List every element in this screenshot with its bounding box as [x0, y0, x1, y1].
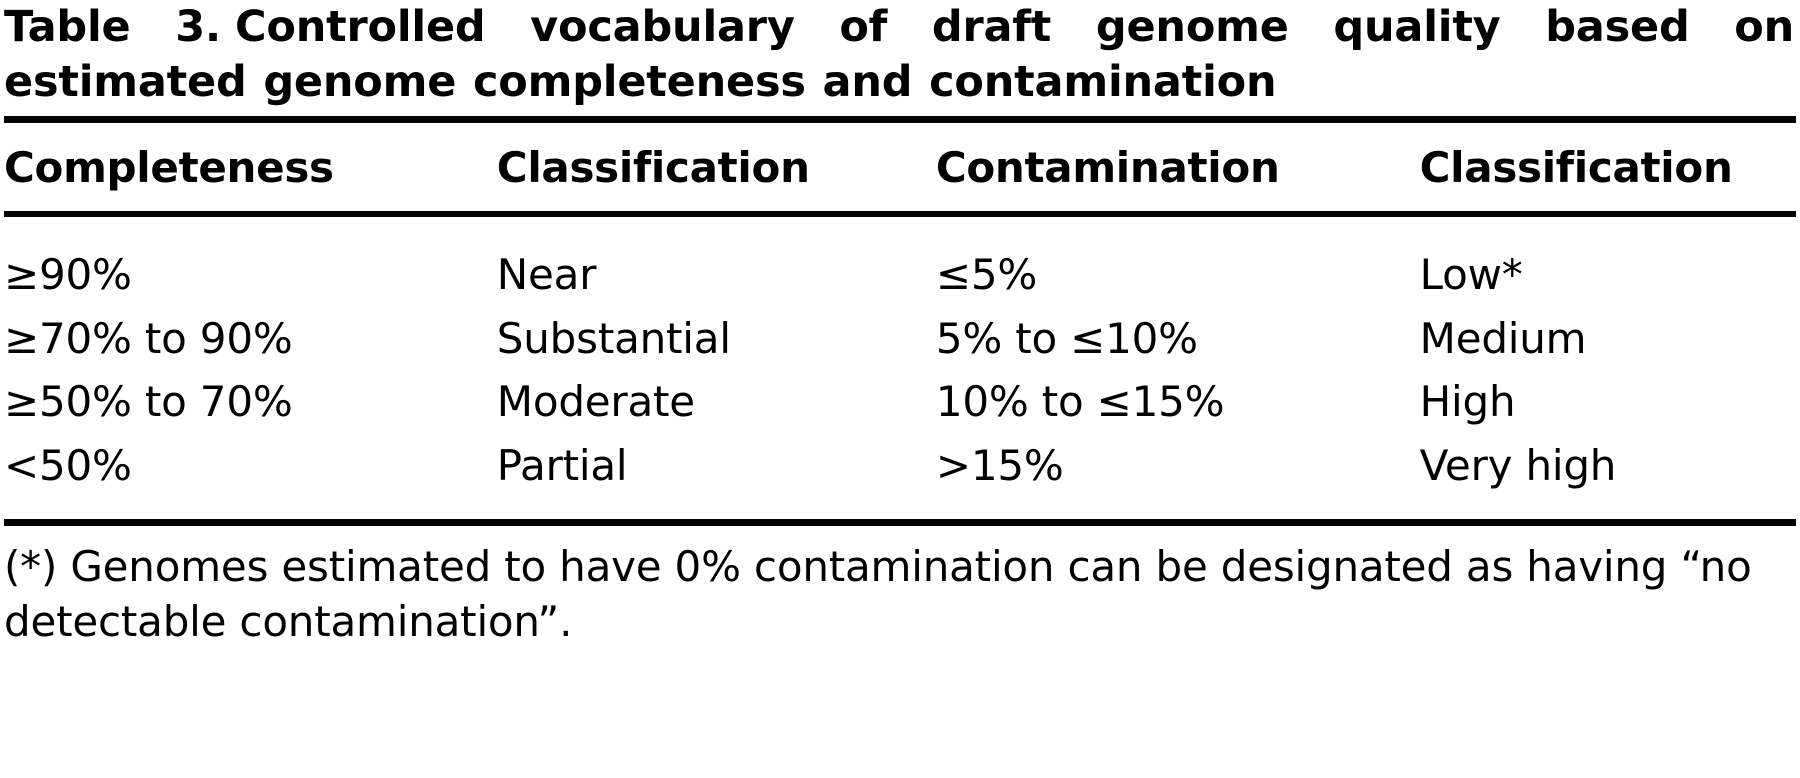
cell-contamination-classification: Low*	[1419, 250, 1523, 300]
cell-completeness: ≥70% to 90%	[4, 313, 293, 363]
table-caption-text: Controlled vocabulary of draft genome quality based on estimated genome completeness and contamination	[4, 2, 1794, 108]
table-footnote: (*) Genomes estimated to have 0% contamination can be designated as having “no detectable contamination”.	[4, 542, 1752, 646]
cell-completeness-classification: Partial	[496, 440, 628, 490]
column-header-completeness: Completeness	[4, 143, 334, 193]
cell-completeness-classification: Substantial	[496, 313, 731, 363]
cell-contamination-classification: Medium	[1419, 313, 1587, 363]
cell-contamination: 10% to ≤15%	[935, 377, 1225, 427]
table-bottom-rule	[4, 519, 1796, 526]
table-top-rule	[4, 116, 1796, 123]
cell-completeness: ≥90%	[4, 250, 132, 300]
table-header-row	[4, 123, 1796, 211]
cell-contamination: 5% to ≤10%	[935, 313, 1198, 363]
table-caption	[4, 0, 1796, 110]
cell-completeness-classification: Near	[496, 250, 597, 300]
table-header	[4, 123, 1796, 211]
table-caption-label: Table 3.	[4, 2, 222, 52]
table-row	[4, 307, 1796, 370]
vocabulary-table	[4, 123, 1796, 211]
cell-completeness-classification: Moderate	[496, 377, 695, 427]
cell-contamination-classification: Very high	[1419, 440, 1617, 490]
cell-contamination: >15%	[935, 440, 1064, 490]
column-header-completeness-classification: Classification	[496, 143, 810, 193]
cell-completeness: <50%	[4, 440, 132, 490]
cell-contamination-classification: High	[1419, 377, 1516, 427]
table-row	[4, 217, 1796, 306]
column-header-contamination: Contamination	[935, 143, 1280, 193]
vocabulary-table-body	[4, 217, 1796, 519]
table-row	[4, 434, 1796, 519]
table-row	[4, 370, 1796, 433]
cell-completeness: ≥50% to 70%	[4, 377, 293, 427]
cell-contamination: ≤5%	[935, 250, 1038, 300]
column-header-contamination-classification: Classification	[1419, 143, 1733, 193]
